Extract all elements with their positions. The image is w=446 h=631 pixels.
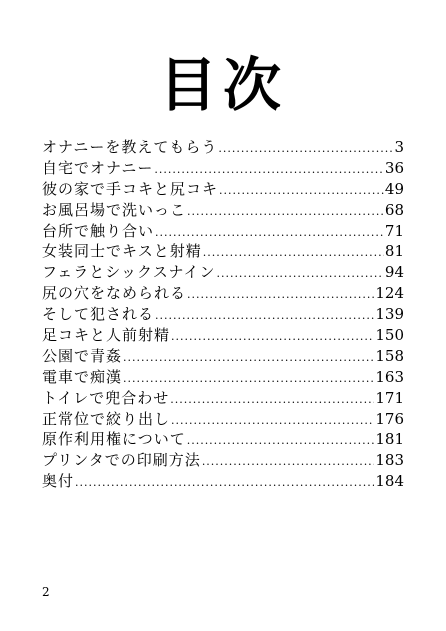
toc-entry-title: 電車で痴漢: [42, 367, 123, 386]
toc-entry: [42, 240, 404, 261]
toc-dot-leader: [154, 163, 384, 176]
toc-entry-page: 176: [375, 409, 404, 428]
toc-entry: [42, 136, 404, 157]
toc-entry-title: 正常位で絞り出し: [42, 409, 171, 428]
toc-entry: [42, 199, 404, 220]
toc-entry-page: 94: [384, 263, 404, 282]
toc-entry-title: 原作利用権について: [42, 430, 186, 449]
toc-dot-leader: [171, 330, 374, 343]
toc-entry-title: お風呂場で洗いっこ: [42, 200, 187, 219]
toc-entry-page: 171: [375, 388, 404, 407]
toc-dot-leader: [203, 246, 384, 259]
toc-entry-title: 彼の家で手コキと尻コキ: [42, 179, 219, 198]
toc-entry-page: 68: [384, 200, 404, 219]
toc-entry: [42, 449, 404, 470]
toc-entry: [42, 220, 404, 241]
table-of-contents: [42, 136, 404, 491]
toc-entry: [42, 470, 404, 491]
toc-entry-page: 139: [375, 305, 404, 324]
toc-entry-page: 150: [375, 326, 404, 345]
toc-entry: [42, 324, 404, 345]
toc-dot-leader: [202, 455, 375, 468]
toc-entry: [42, 408, 404, 429]
toc-entry-title: 尻の穴をなめられる: [42, 284, 187, 303]
toc-entry: [42, 282, 404, 303]
toc-entry-page: 184: [375, 472, 404, 491]
toc-entry-page: 163: [375, 367, 404, 386]
toc-entry: [42, 157, 404, 178]
toc-entry-page: 3: [394, 138, 404, 156]
toc-entry-title: そして犯される: [42, 305, 155, 324]
toc-dot-leader: [187, 288, 374, 301]
toc-dot-leader: [187, 205, 384, 218]
page-number: 2: [42, 585, 50, 599]
toc-dot-leader: [170, 393, 374, 406]
toc-entry: [42, 428, 404, 449]
toc-entry-title: 女装同士でキスと射精: [42, 242, 202, 261]
toc-entry-page: 183: [375, 451, 404, 470]
toc-dot-leader: [75, 476, 374, 489]
toc-entry-page: 181: [375, 430, 404, 449]
toc-dot-leader: [187, 434, 375, 447]
toc-entry: [42, 178, 404, 199]
toc-heading: 目次: [158, 51, 287, 119]
toc-entry-title: 奥付: [42, 472, 75, 491]
toc-dot-leader: [219, 184, 384, 197]
toc-entry-page: 49: [384, 179, 404, 198]
toc-entry-title: オナニーを教えてもらう: [42, 138, 218, 156]
toc-entry-title: 自宅でオナニー: [42, 158, 154, 177]
toc-dot-leader: [171, 414, 374, 427]
toc-entry-title: トイレで兜合わせ: [42, 388, 170, 407]
toc-entry-title: フェラとシックスナイン: [42, 263, 216, 282]
toc-dot-leader: [155, 226, 384, 239]
toc-entry-title: プリンタでの印刷方法: [42, 451, 201, 470]
toc-entry-page: 158: [375, 346, 404, 365]
toc-entry: [42, 345, 404, 366]
toc-entry-page: 81: [384, 242, 404, 261]
toc-entry: [42, 303, 404, 324]
toc-dot-leader: [216, 267, 383, 280]
toc-entry-page: 124: [375, 284, 404, 303]
toc-entry: [42, 261, 404, 282]
toc-entry-page: 71: [384, 221, 404, 240]
toc-dot-leader: [123, 372, 374, 385]
toc-dot-leader: [123, 351, 374, 364]
toc-entry-title: 台所で触り合い: [42, 221, 155, 240]
toc-entry-title: 公園で青姦: [42, 346, 123, 365]
toc-entry-title: 足コキと人前射精: [42, 326, 171, 345]
toc-entry: [42, 366, 404, 387]
toc-entry: [42, 387, 404, 408]
toc-entry-page: 36: [384, 158, 404, 177]
toc-dot-leader: [218, 142, 393, 155]
toc-dot-leader: [155, 309, 374, 322]
